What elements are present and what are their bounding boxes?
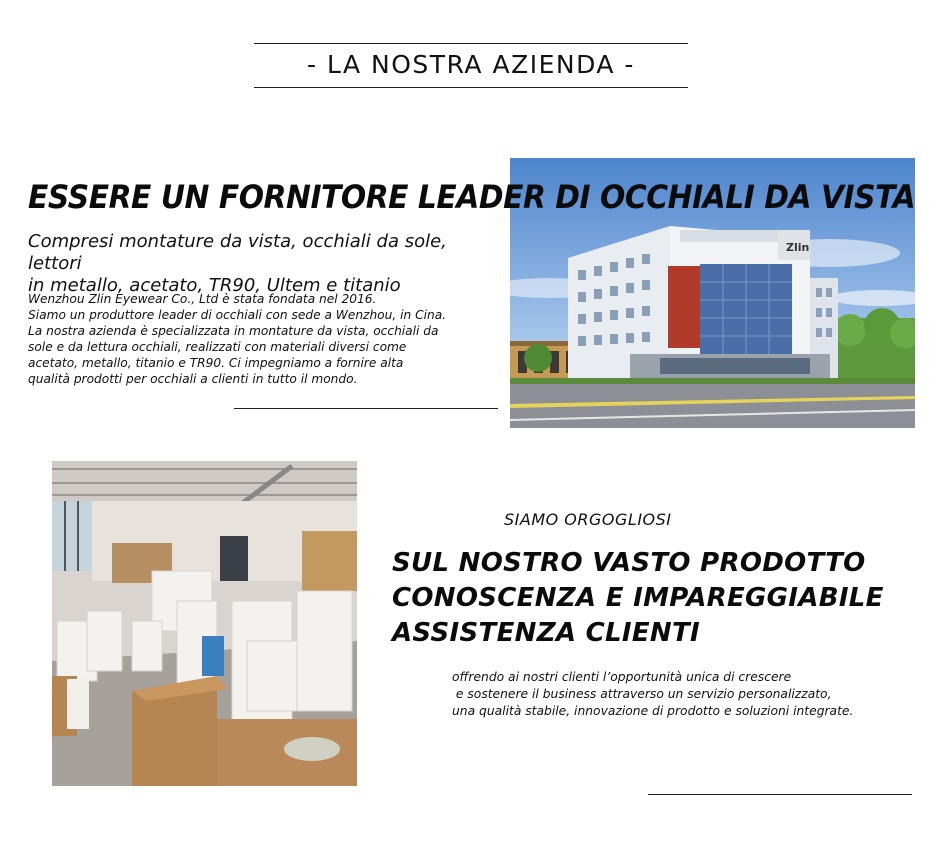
subheadline-line: Compresi montature da vista, occhiali da sole, lettori — [28, 231, 447, 274]
headline-line: SUL NOSTRO VASTO PRODOTTO — [392, 548, 866, 578]
description-line: Wenzhou Zlin Eyewear Co., Ltd è stata fondata nel 2016. — [28, 292, 377, 306]
section-1-divider — [234, 408, 498, 409]
headline-line: ASSISTENZA CLIENTI — [392, 618, 700, 648]
headline-line: CONOSCENZA E IMPAREGGIABILE — [392, 583, 884, 613]
building-sign: Zlin — [786, 241, 810, 254]
description-line: La nostra azienda è specializzata in montature da vista, occhiali da — [28, 324, 439, 338]
warehouse-photo — [52, 461, 357, 786]
company-headline: ESSERE UN FORNITORE LEADER DI OCCHIALI DA VISTA — [28, 178, 916, 216]
company-subheadline — [28, 231, 498, 297]
pride-headline — [392, 546, 932, 651]
header-bottom-rule — [254, 87, 688, 88]
description-line: offrendo ai nostri clienti l’opportunità unica di crescere — [452, 670, 792, 684]
section-2-divider — [648, 794, 912, 795]
header-top-rule — [254, 43, 688, 44]
description-line: Siamo un produttore leader di occhiali con sede a Wenzhou, in Cina. — [28, 308, 447, 322]
description-line: una qualità stabile, innovazione di prodotto e soluzioni integrate. — [452, 704, 854, 718]
pride-description — [452, 669, 932, 720]
description-line: sole e da lettura occhiali, realizzati con materiali diversi come — [28, 340, 407, 354]
company-description — [28, 291, 518, 387]
page-title: - LA NOSTRA AZIENDA - — [307, 50, 635, 79]
pride-eyebrow: SIAMO ORGOGLIOSI — [504, 510, 672, 529]
subheadline-line: in metallo, acetato, TR90, Ultem e titanio — [28, 275, 401, 296]
description-line: e sostenere il business attraverso un servizio personalizzato, — [452, 687, 832, 701]
description-line: qualità prodotti per occhiali a clienti in tutto il mondo. — [28, 372, 358, 386]
description-line: acetato, metallo, titanio e TR90. Ci impegniamo a fornire alta — [28, 356, 404, 370]
